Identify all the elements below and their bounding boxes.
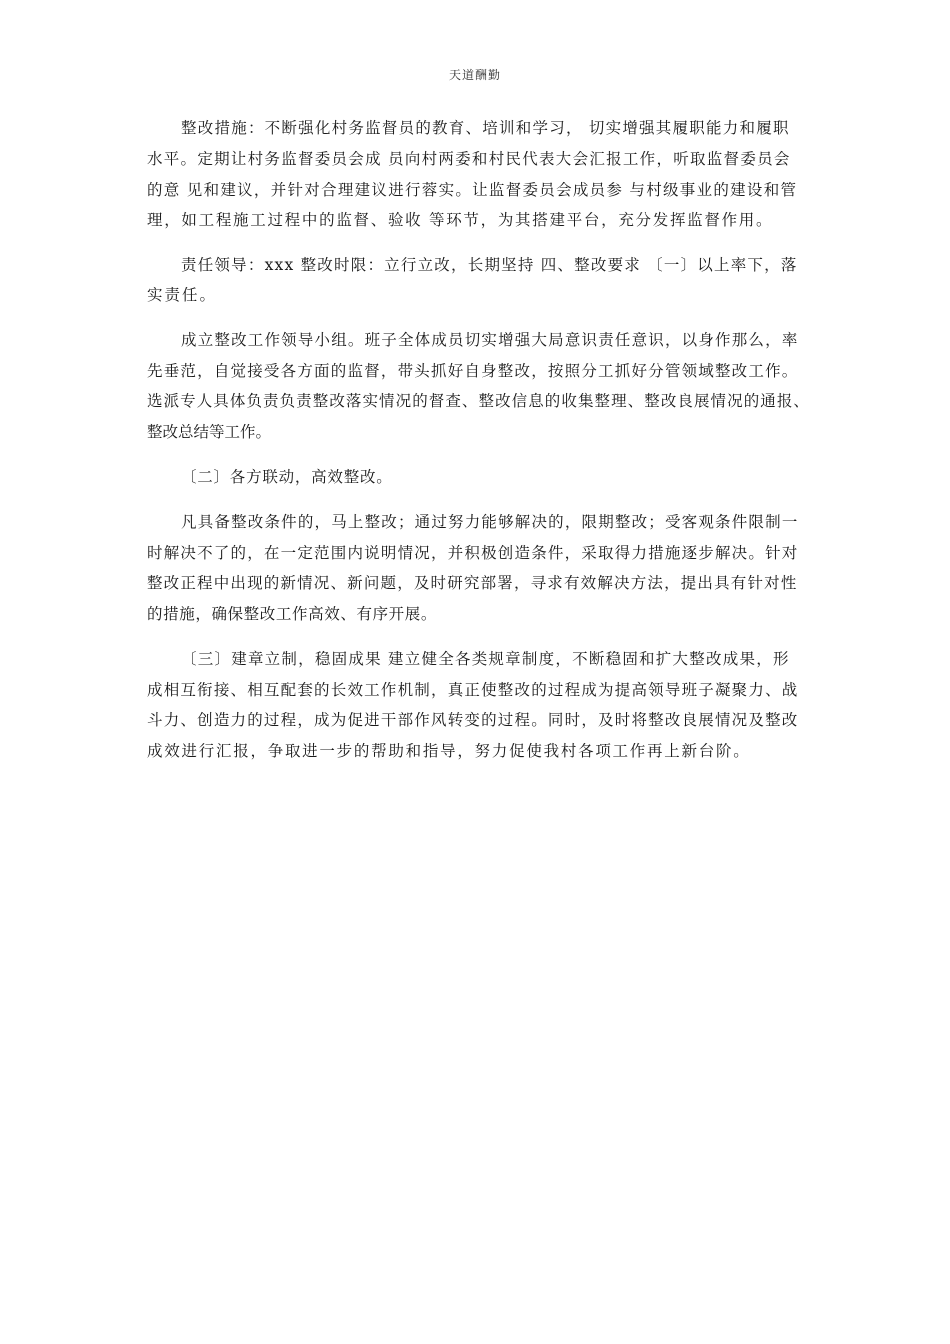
text-line: 成立整改工作领导小组。班子全体成员切实增强大局意识责任意识，以身作那么，率 [181, 331, 799, 349]
text-line: 整改措施：不断强化村务监督员的教育、培训和学习， 切实增强其履职能力和履职 [181, 119, 790, 137]
text-line: 理，如工程施工过程中的监督、验收 等环节，为其搭建平台，充分发挥监督作用。 [147, 211, 774, 229]
text-line: 先垂范，自觉接受各方面的监督，带头抓好自身整改，按照分工抓好分管领域整改工作。 [147, 362, 799, 380]
text-line: 〔三〕建章立制，稳固成果 建立健全各类规章制度，不断稳固和扩大整改成果，形 [181, 650, 790, 668]
text-line: 斗力、创造力的过程，成为促进干部作风转变的过程。同时，及时将整改良展情况及整改 [147, 711, 799, 729]
text-line: 〔二〕各方联动，高效整改。 [181, 468, 393, 486]
text-line: 成效进行汇报，争取进一步的帮助和指导，努力促使我村各项工作再上新台阶。 [147, 742, 751, 760]
text-line: 整改总结等工作。 [147, 423, 272, 441]
text-line: 责任领导：xxx 整改时限：立行立改，长期坚持 四、整改要求 〔一〕以上率下，落 [181, 256, 798, 274]
page-header: 天道酬勤 [448, 68, 501, 82]
text-line: 成相互衔接、相互配套的长效工作机制，真正使整改的过程成为提高领导班子凝聚力、战 [147, 681, 799, 699]
text-line: 凡具备整改条件的，马上整改；通过努力能够解决的，限期整改；受客观条件限制一 [181, 513, 799, 531]
text-line: 的措施，确保整改工作高效、有序开展。 [147, 605, 438, 623]
text-line: 实责任。 [147, 286, 218, 304]
text-line: 整改正程中出现的新情况、新问题，及时研究部署，寻求有效解决方法，提出具有针对性 [147, 574, 798, 592]
text-line: 水平。定期让村务监督委员会成 员向村两委和村民代表大会汇报工作，听取监督委员会 [147, 150, 791, 168]
text-line: 时解决不了的，在一定范围内说明情况，并积极创造条件，采取得力措施逐步解决。针对 [147, 544, 799, 562]
text-line: 选派专人具体负责负责整改落实情况的督查、整改信息的收集整理、整改良展情况的通报、 [147, 392, 811, 410]
text-line: 的意 见和建议，并针对合理建议进行蓉实。让监督委员会成员参 与村级事业的建设和管 [147, 181, 798, 199]
